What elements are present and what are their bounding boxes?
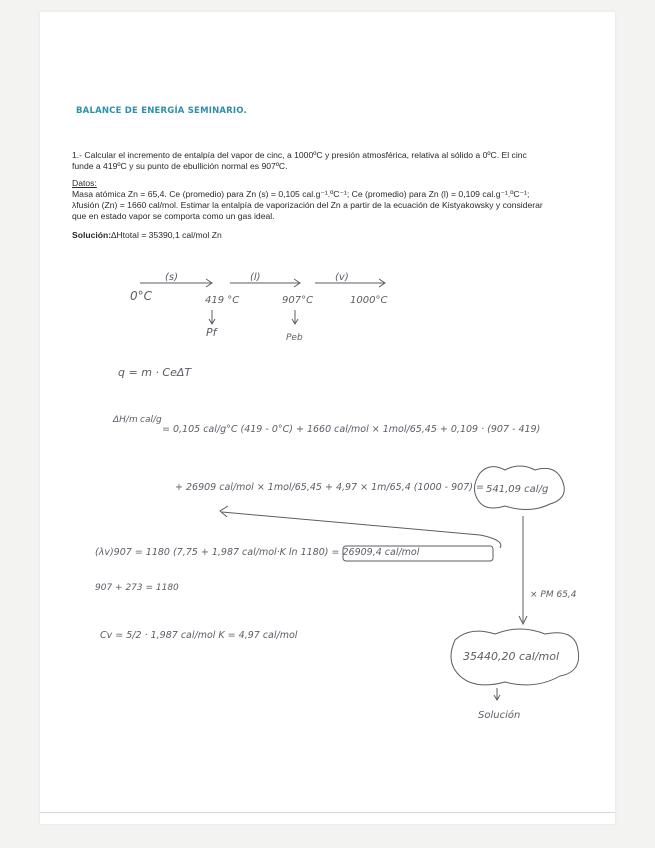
temp-0: 0°C	[130, 289, 153, 303]
kistyakowsky-eq: (λv)907 = 1180 (7,75 + 1,987 cal/mol·K ln 1180) = 26909,4 cal/mol	[95, 547, 420, 558]
eq1-body: = 0,105 cal/g°C (419 - 0°C) + 1660 cal/mol × 1mol/65,45 + 0,109 · (907 - 419)	[162, 424, 541, 435]
arrow-back-to-eq	[222, 512, 501, 548]
temp-1000: 1000°C	[350, 295, 388, 306]
conversion-pm: × PM 65,4	[530, 590, 577, 600]
eq2-body: + 26909 cal/mol × 1mol/65,45 + 4,97 × 1m/65,4 (1000 - 907) =	[175, 482, 484, 493]
datos-text: Masa atómica Zn = 65,4. Ce (promedio) para Zn (s) = 0,105 cal.g⁻¹.ºC⁻¹; Ce (promedio) para Zn (l) = 0,109 cal.g⁻¹.ºC⁻¹; λfusión (Zn) = 1660 cal/mol. Estimar la entalpía de vaporización del Zn a partir de la ecuación de Kistyakowsky y considerar que en estado vapor se comporta como un gas ideal.	[72, 189, 543, 222]
label-pf: Pf	[206, 326, 217, 339]
cv-eq: Cv = 5/2 · 1,987 cal/mol K = 4,97 cal/mol	[100, 630, 298, 641]
temp-907: 907°C	[282, 295, 314, 306]
heat-equation: q = m · CeΔT	[118, 366, 192, 379]
solucion-handwritten: Solución	[478, 710, 521, 721]
temp-kelvin: 907 + 273 = 1180	[95, 583, 179, 593]
phase-v: (v)	[335, 272, 349, 283]
phase-s: (s)	[165, 272, 179, 283]
document-header: BALANCE DE ENERGÍA SEMINARIO.	[76, 106, 247, 116]
label-peb: Peb	[286, 333, 303, 343]
eq1-units: cal/g	[140, 415, 162, 425]
datos-label-text: Datos:	[72, 178, 97, 188]
solucion-label: Solución:	[72, 230, 112, 240]
arrowhead-back	[220, 506, 228, 517]
cloud-value-1: 541,09 cal/g	[486, 484, 549, 495]
eq1-lhs: ΔH/m	[113, 415, 138, 425]
cloud-value-2: 35440,20 cal/mol	[463, 650, 560, 663]
temp-419: 419 °C	[205, 295, 240, 306]
problem-statement: 1.- Calcular el incremento de entalpía del vapor de cinc, a 1000ºC y presión atmosférica, relativa al sólido a 0ºC. El cinc funde a 419ºC y su punto de ebullición normal es 907ºC.	[72, 150, 527, 172]
solucion-value: ∆Htotal = 35390,1 cal/mol Zn	[111, 230, 222, 240]
phase-l: (l)	[250, 272, 261, 283]
